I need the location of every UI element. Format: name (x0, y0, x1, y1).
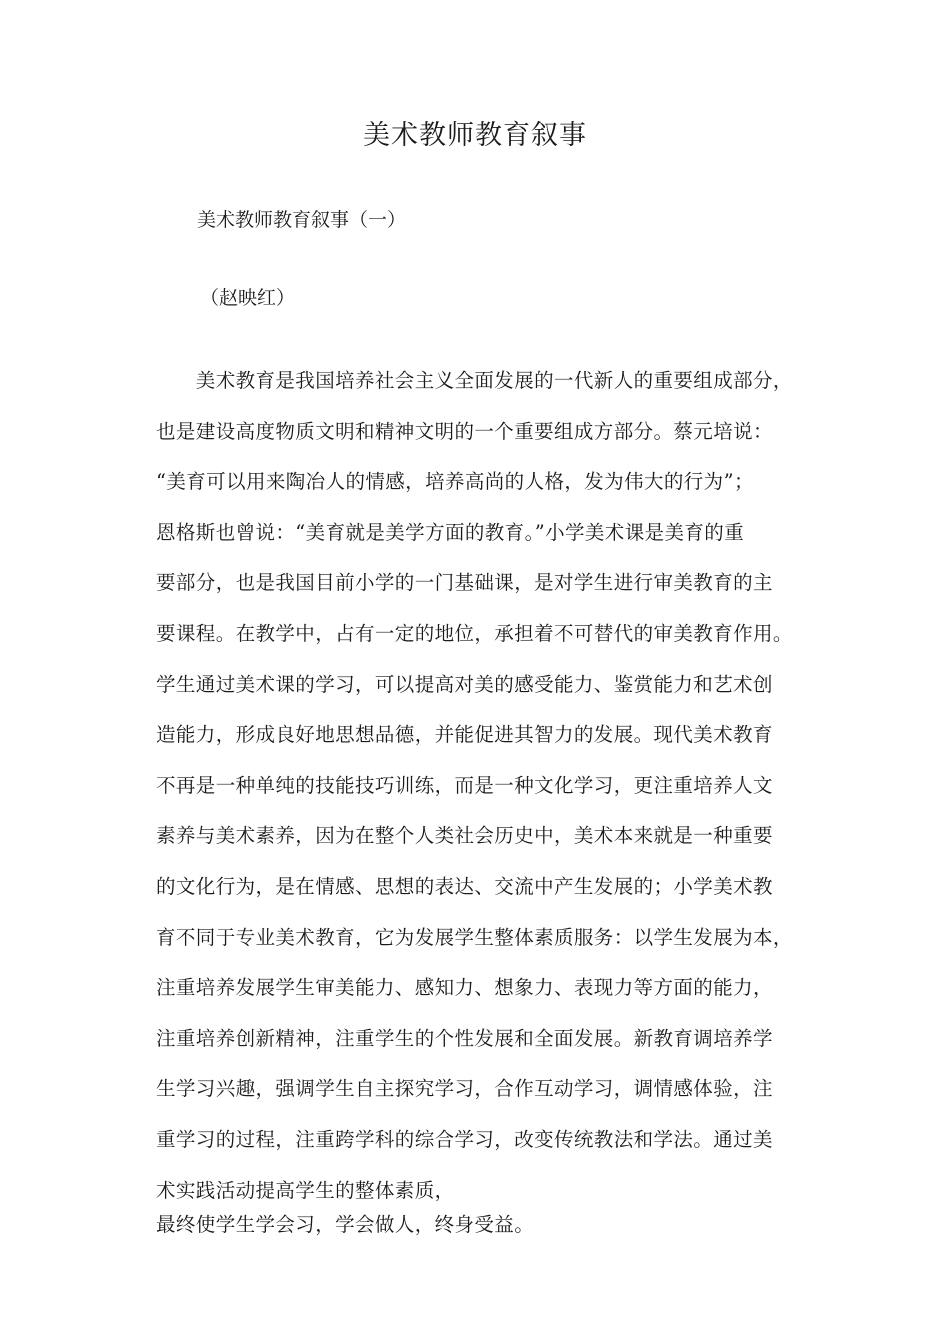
paragraph-line: 的文化行为，是在情感、思想的表达、交流中产生发展的；小学美术教 (156, 874, 773, 898)
paragraph-line: 美术教育是我国培养社会主义全面发展的一代新人的重要组成部分， (156, 369, 793, 392)
paragraph-line: 注重培养创新精神，注重学生的个性发展和全面发展。新教育调培养学 (156, 1026, 773, 1050)
paragraph-line: 育不同于专业美术教育，它为发展学生整体素质服务：以学生发展为本， (156, 925, 793, 949)
paragraph-line: 素养与美术素养，因为在整个人类社会历史中，美术本来就是一种重要 (156, 824, 773, 848)
document-title: 美术教师教育叙事 (363, 120, 587, 151)
paragraph-line: 生学习兴趣，强调学生自主探究学习，合作互动学习，调情感体验，注 (156, 1077, 773, 1101)
paragraph-line: 造能力，形成良好地思想品德，并能促进其智力的发展。现代美术教育 (156, 723, 773, 747)
paragraph-line: 术实践活动提高学生的整体素质， (156, 1178, 455, 1202)
author-name: （赵映红） (200, 287, 296, 309)
paragraph-line: 也是建设高度物质文明和精神文明的一个重要组成方部分。蔡元培说： (156, 419, 773, 443)
body-paragraph (156, 356, 801, 1216)
paragraph-line: “美育可以用来陶冶人的情感，培养高尚的人格，发为伟大的行为”； (156, 470, 754, 494)
paragraph-line: 要课程。在教学中，占有一定的地位，承担着不可替代的审美教育作用。 (156, 621, 793, 645)
paragraph-line: 重学习的过程，注重跨学科的综合学习，改变传统教法和学法。通过美 (156, 1127, 773, 1151)
paragraph-line: 不再是一种单纯的技能技巧训练，而是一种文化学习，更注重培养人文 (156, 773, 773, 797)
closing-line: 最终使学生学会习，学会做人，终身受益。 (156, 1213, 535, 1236)
paragraph-line: 注重培养发展学生审美能力、感知力、想象力、表现力等方面的能力， (156, 976, 773, 1000)
document-subtitle: 美术教师教育叙事（一） (197, 209, 407, 231)
paragraph-line: 恩格斯也曾说：“美育就是美学方面的教育。”小学美术课是美育的重 (156, 520, 745, 544)
paragraph-line: 学生通过美术课的学习，可以提高对美的感受能力、鉴赏能力和艺术创 (156, 672, 773, 696)
paragraph-line: 要部分，也是我国目前小学的一门基础课，是对学生进行审美教育的主 (156, 571, 773, 595)
